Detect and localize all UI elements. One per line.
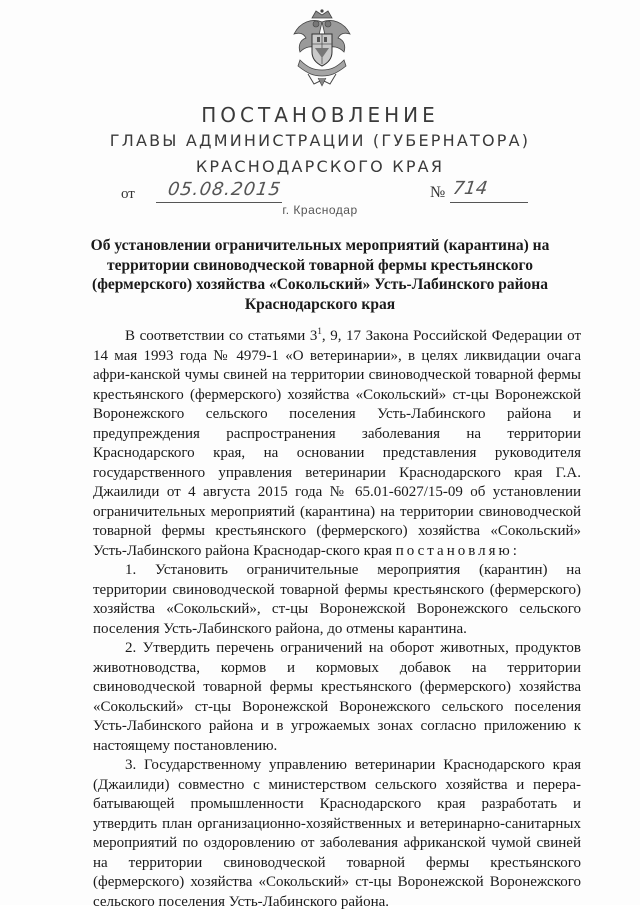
- date-value: 05.08.2015: [166, 179, 283, 200]
- city-label: г. Краснодар: [282, 203, 358, 217]
- number-field: [450, 178, 528, 203]
- date-prefix: от: [121, 186, 135, 202]
- item-3-paragraph: 3. Государственному управлению ветеринарии Краснодарского края (Джаилиди) совместно с министерством сельского хозяйства и перера-батывающей промышленности Краснодарского края разработать и утвердить план организационно-хозяйственных и ветеринарно-санитарных мероприятий по оздоровлению от заболевания африканской чумой свиней на территории свиноводческой товарной фермы крестьянского (фермерского) хозяйства «Сокольский» ст-цы Воронежской Воронежского сельского поселения Усть-Лабинского района.: [93, 757, 581, 910]
- document-body: [93, 322, 581, 912]
- preamble-text: В соответствии со статьями 3: [125, 328, 318, 344]
- preamble-superscript: 1: [317, 326, 322, 336]
- item-2-paragraph: 2. Утвердить перечень ограничений на оборот животных, продуктов животноводства, кормов и кормовых добавок на территории свиноводческой товарной фермы крестьянского (фермерского) хозяйства «Сокольский» ст-цы Воронежской Воронежского сельского поселения Усть-Лабинского района и в угрожаемых зонах согласно приложению к настоящему постановлению.: [93, 640, 581, 754]
- region-heading: КРАСНОДАРСКОГО КРАЯ: [195, 157, 445, 176]
- document-title: Об установлении ограничительных мероприятий (карантина) на территории свиноводческой товарной фермы крестьянского (фермерского) хозяйства «Сокольский» Усть-Лабинского района Краснодарского края: [90, 237, 550, 313]
- coat-of-arms-icon: [290, 8, 354, 88]
- preamble-text-continued: , 9, 17 Закона Российской Федерации от 14 мая 1993 года № 4979-1 «О ветеринарии», в целях ликвидации очага афри-канской чумы свиней на территории свиноводческой товарной фермы крестьянского (фермерского) хозяйства «Сокольский» ст-цы Воронежской Воронежского сельского поселения Усть-Лабинского района и предупреждения распространения заболевания на территории Краснодарского края, на основании представления руководителя государственного управления ветеринарии Краснодарского края Г.А. Джаилиди от 4 августа 2015 года № 65.01-6027/15-09 об установлении ограничительных мероприятий (карантина) на территории свиноводческой товарной фермы крестьянского (фермерского) хозяйства «Сокольский» Усть-Лабинского района Краснодар-ского края: [93, 328, 581, 559]
- decree-word: постановляю:: [395, 542, 520, 559]
- issuer-heading: ГЛАВЫ АДМИНИСТРАЦИИ (ГУБЕРНАТОРА): [109, 131, 531, 150]
- document-type-heading: ПОСТАНОВЛЕНИЕ: [201, 103, 439, 127]
- number-prefix: №: [430, 184, 446, 201]
- item-1-paragraph: 1. Установить ограничительные мероприятия (карантин) на территории свиноводческой товарной фермы крестьянского (фермерского) хозяйства «Сокольский», ст-цы Воронежской Воронежского сельского поселения Усть-Лабинского района, до отмены карантина.: [93, 562, 581, 637]
- date-field: [156, 178, 282, 203]
- number-value: 714: [451, 178, 489, 199]
- preamble-paragraph: [93, 322, 581, 561]
